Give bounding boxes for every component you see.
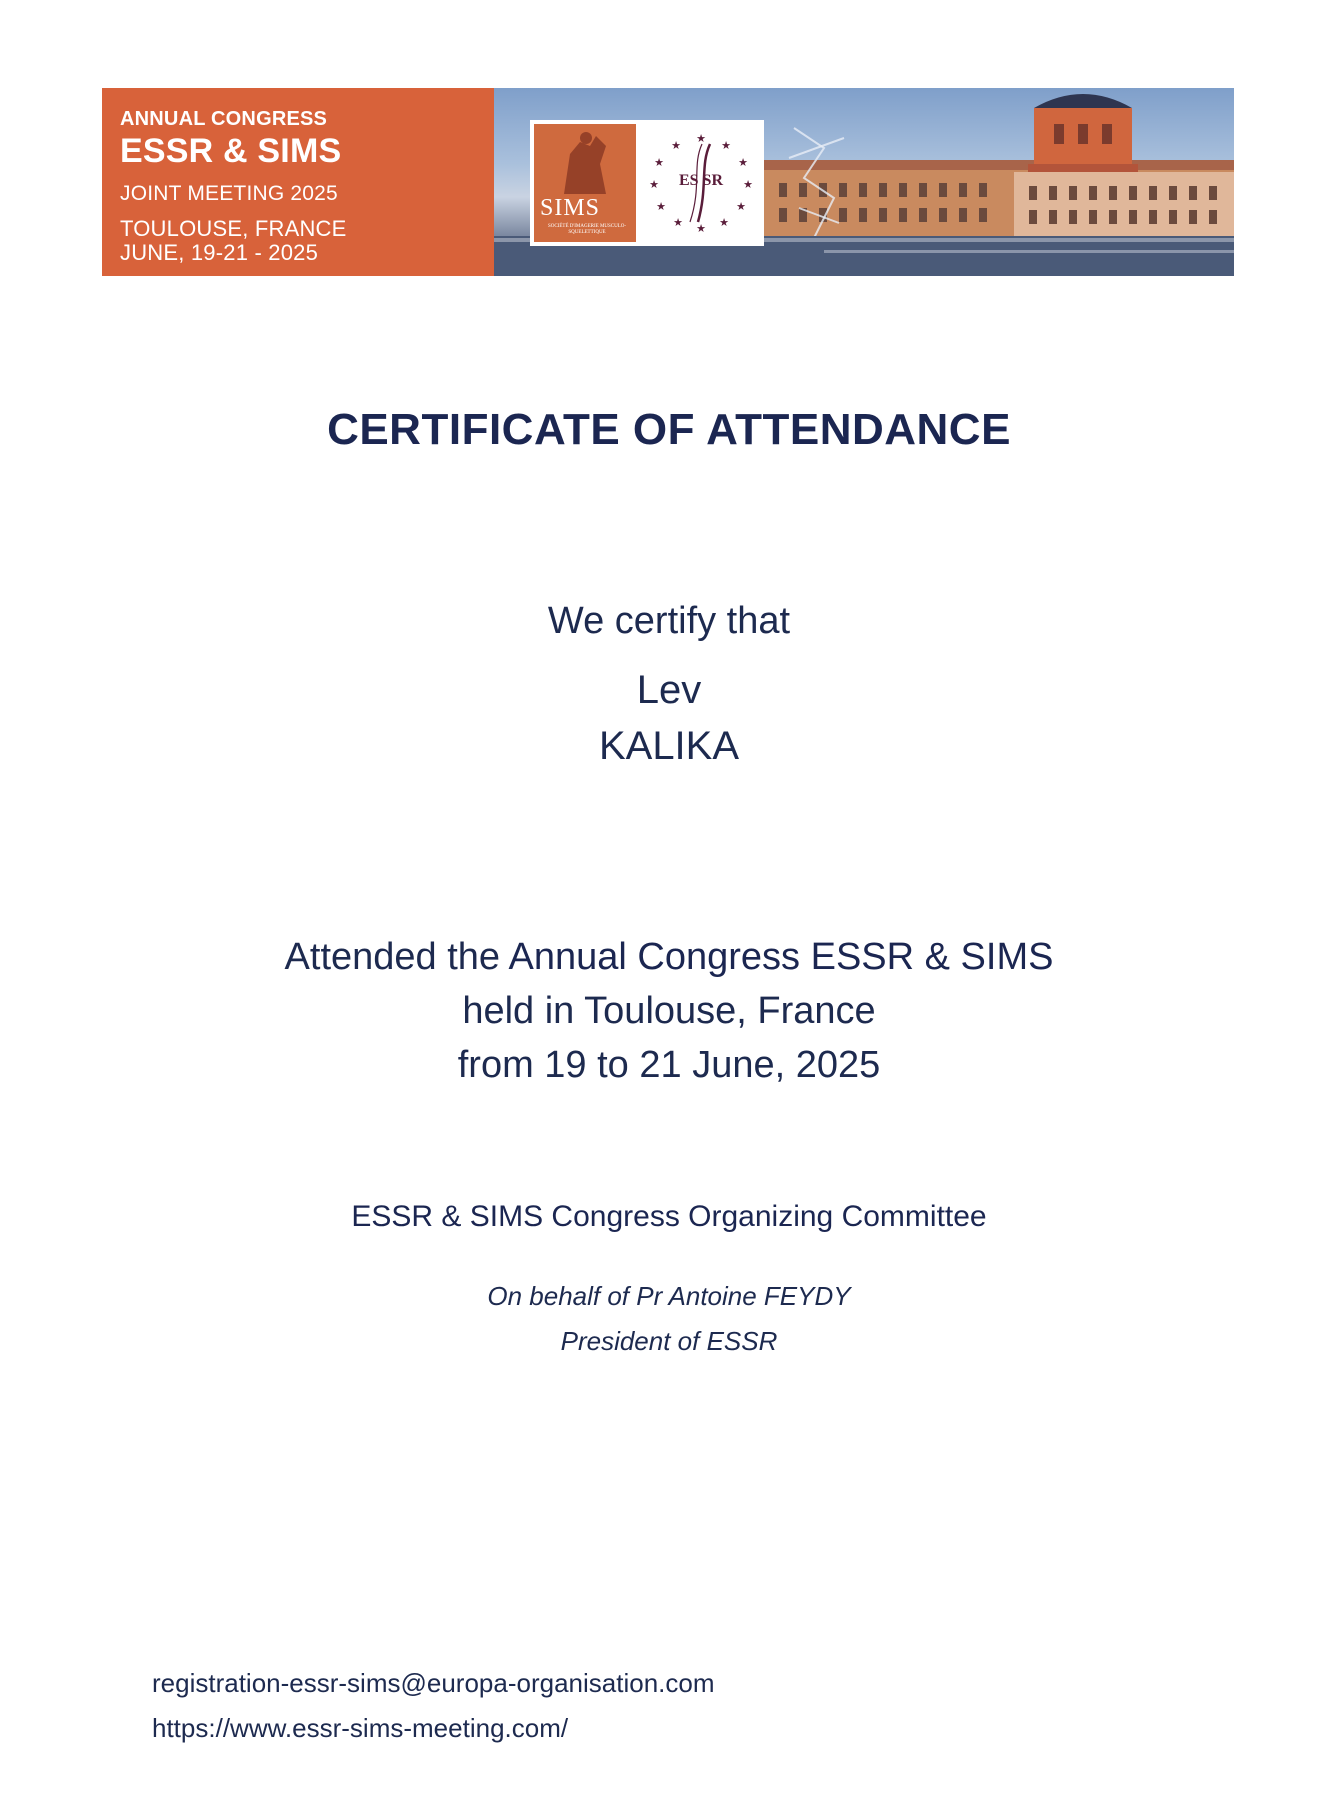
congress-banner — [102, 88, 1234, 276]
banner-title-panel — [102, 88, 494, 276]
svg-text:★: ★ — [719, 216, 729, 229]
essr-logo-text: ES SR — [678, 172, 724, 189]
attended-line — [0, 930, 1338, 984]
svg-text:★: ★ — [743, 178, 753, 191]
banner-annual-congress: ANNUAL CONGRESS — [120, 108, 328, 130]
svg-text:★: ★ — [656, 200, 666, 213]
attended-prefix: Attended the — [284, 936, 509, 978]
signatory — [0, 1274, 1338, 1364]
sims-logo-text: SIMS — [540, 195, 601, 221]
organizing-committee: ESSR & SIMS Congress Organizing Committee — [351, 1200, 987, 1233]
meeting-website-link[interactable]: https://www.essr-sims-meeting.com/ — [152, 1713, 569, 1743]
banner-dates: JUNE, 19-21 - 2025 — [120, 240, 319, 265]
sims-logo — [534, 124, 636, 242]
attendee-last-name: KALIKA — [598, 724, 740, 768]
toulouse-photo — [494, 88, 1234, 276]
banner-essr-sims: ESSR & SIMS — [120, 132, 342, 170]
attendee-first-name: Lev — [636, 668, 702, 712]
svg-text:★: ★ — [671, 139, 681, 152]
attendance-statement — [0, 930, 1338, 1092]
svg-text:★: ★ — [696, 132, 706, 145]
svg-text:★: ★ — [673, 216, 683, 229]
partner-logos — [530, 120, 764, 246]
date-line: from 19 to 21 June, 2025 — [457, 1044, 881, 1086]
sims-statue-icon — [534, 124, 636, 204]
svg-text:★: ★ — [696, 222, 706, 235]
svg-text:★: ★ — [649, 178, 659, 191]
behalf-line: On behalf of Pr Antoine FEYDY — [487, 1281, 851, 1311]
president-line: President of ESSR — [560, 1326, 778, 1356]
essr-logo — [642, 126, 760, 240]
certificate-title: CERTIFICATE OF ATTENDANCE — [327, 405, 1011, 454]
svg-text:★: ★ — [736, 200, 746, 213]
svg-text:★: ★ — [721, 139, 731, 152]
banner-location: TOULOUSE, FRANCE — [120, 216, 347, 241]
location-line: held in Toulouse, France — [462, 990, 876, 1032]
sims-logo-subtext: SOCIÉTÉ D'IMAGERIE MUSCULO-SQUELETTIQUE — [547, 224, 627, 235]
svg-text:★: ★ — [654, 156, 664, 169]
svg-text:★: ★ — [738, 156, 748, 169]
banner-joint-meeting: JOINT MEETING 2025 — [120, 182, 338, 205]
event-name: Annual Congress ESSR & SIMS — [508, 936, 1054, 978]
registration-email[interactable]: registration-essr-sims@europa-organisation.com — [152, 1668, 715, 1698]
certify-line: We certify that — [547, 600, 791, 642]
